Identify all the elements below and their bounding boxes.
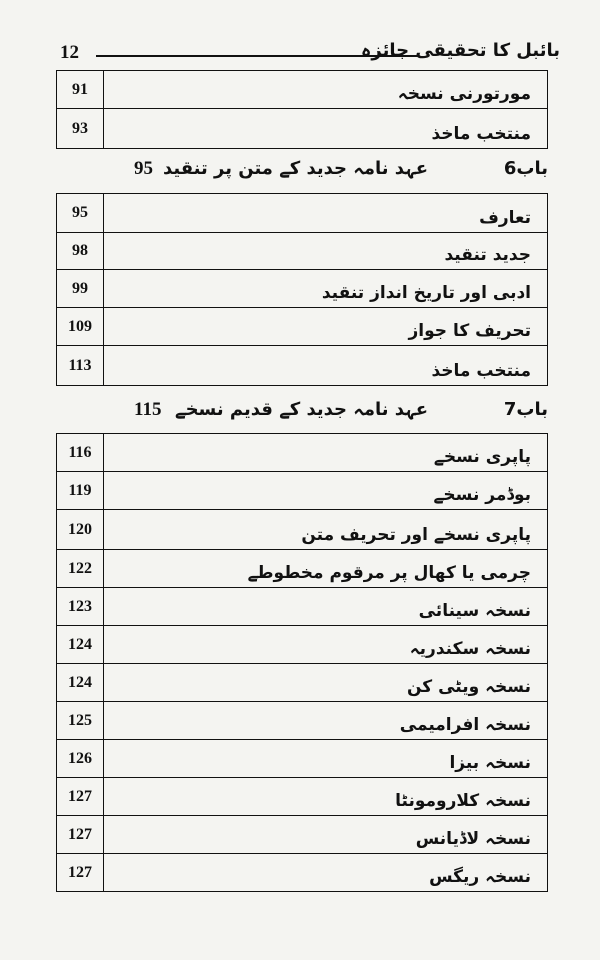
toc-row <box>57 626 548 664</box>
toc-page: 116 <box>57 434 104 472</box>
toc-row <box>57 702 548 740</box>
toc-row <box>57 550 548 588</box>
book-title: بائبل کا تحقیقی جائزہ <box>360 40 560 61</box>
toc-table-chapter-6 <box>56 193 548 386</box>
chapter-heading-7 <box>56 397 548 427</box>
toc-page: 125 <box>57 702 104 740</box>
toc-title: تحریف کا جواز <box>104 308 548 346</box>
toc-page: 120 <box>57 510 104 550</box>
toc-page: 127 <box>57 778 104 816</box>
toc-row <box>57 308 548 346</box>
chapter-heading-6 <box>56 156 548 186</box>
toc-row <box>57 71 548 109</box>
toc-title: ادبی اور تاریخ انداز تنقید <box>104 270 548 308</box>
toc-page: 123 <box>57 588 104 626</box>
toc-row <box>57 664 548 702</box>
toc-title: نسخہ سینائی <box>104 588 548 626</box>
toc-title: منتخب ماخذ <box>104 346 548 386</box>
chapter-title: عہد نامہ جدید کے متن پر تنقید <box>162 158 428 179</box>
chapter-label: باب7 <box>503 399 548 420</box>
toc-page: 122 <box>57 550 104 588</box>
toc-page: 127 <box>57 816 104 854</box>
toc-table-chapter-7 <box>56 433 548 892</box>
toc-page: 124 <box>57 626 104 664</box>
toc-row <box>57 109 548 149</box>
toc-row <box>57 434 548 472</box>
chapter-label: باب6 <box>503 158 548 179</box>
toc-title: بوڈمر نسخے <box>104 472 548 510</box>
toc-title: نسخہ ویٹی کن <box>104 664 548 702</box>
toc-page: 126 <box>57 740 104 778</box>
toc-title: نسخہ لاڈیانس <box>104 816 548 854</box>
chapter-page: 95 <box>134 158 153 179</box>
toc-page: 98 <box>57 233 104 270</box>
page-number: 12 <box>60 42 79 63</box>
toc-row <box>57 472 548 510</box>
toc-page: 93 <box>57 109 104 149</box>
toc-row <box>57 270 548 308</box>
chapter-title: عہد نامہ جدید کے قدیم نسخے <box>175 399 428 420</box>
toc-title: مورتورنی نسخہ <box>104 71 548 109</box>
toc-row <box>57 588 548 626</box>
toc-row <box>57 194 548 233</box>
toc-page: 99 <box>57 270 104 308</box>
toc-title: نسخہ افرامیمی <box>104 702 548 740</box>
toc-page: 95 <box>57 194 104 233</box>
toc-title: منتخب ماخذ <box>104 109 548 149</box>
toc-title: تعارف <box>104 194 548 233</box>
toc-row <box>57 740 548 778</box>
toc-page: 113 <box>57 346 104 386</box>
toc-page: 124 <box>57 664 104 702</box>
toc-row <box>57 510 548 550</box>
toc-title: نسخہ کلارومونٹا <box>104 778 548 816</box>
toc-title: جدید تنقید <box>104 233 548 270</box>
toc-page: 119 <box>57 472 104 510</box>
toc-title: چرمی یا کھال پر مرقوم مخطوطے <box>104 550 548 588</box>
toc-title: نسخہ سکندریہ <box>104 626 548 664</box>
toc-row <box>57 233 548 270</box>
toc-title: پاپری نسخے <box>104 434 548 472</box>
page-header <box>60 40 560 68</box>
toc-title: نسخہ ریگس <box>104 854 548 892</box>
toc-page: 91 <box>57 71 104 109</box>
toc-row <box>57 346 548 386</box>
toc-row <box>57 854 548 892</box>
toc-title: نسخہ بیزا <box>104 740 548 778</box>
toc-row <box>57 778 548 816</box>
chapter-page: 115 <box>134 399 162 420</box>
toc-page: 127 <box>57 854 104 892</box>
toc-table-continued <box>56 70 548 149</box>
toc-title: پاپری نسخے اور تحریف متن <box>104 510 548 550</box>
toc-page: 109 <box>57 308 104 346</box>
toc-row <box>57 816 548 854</box>
